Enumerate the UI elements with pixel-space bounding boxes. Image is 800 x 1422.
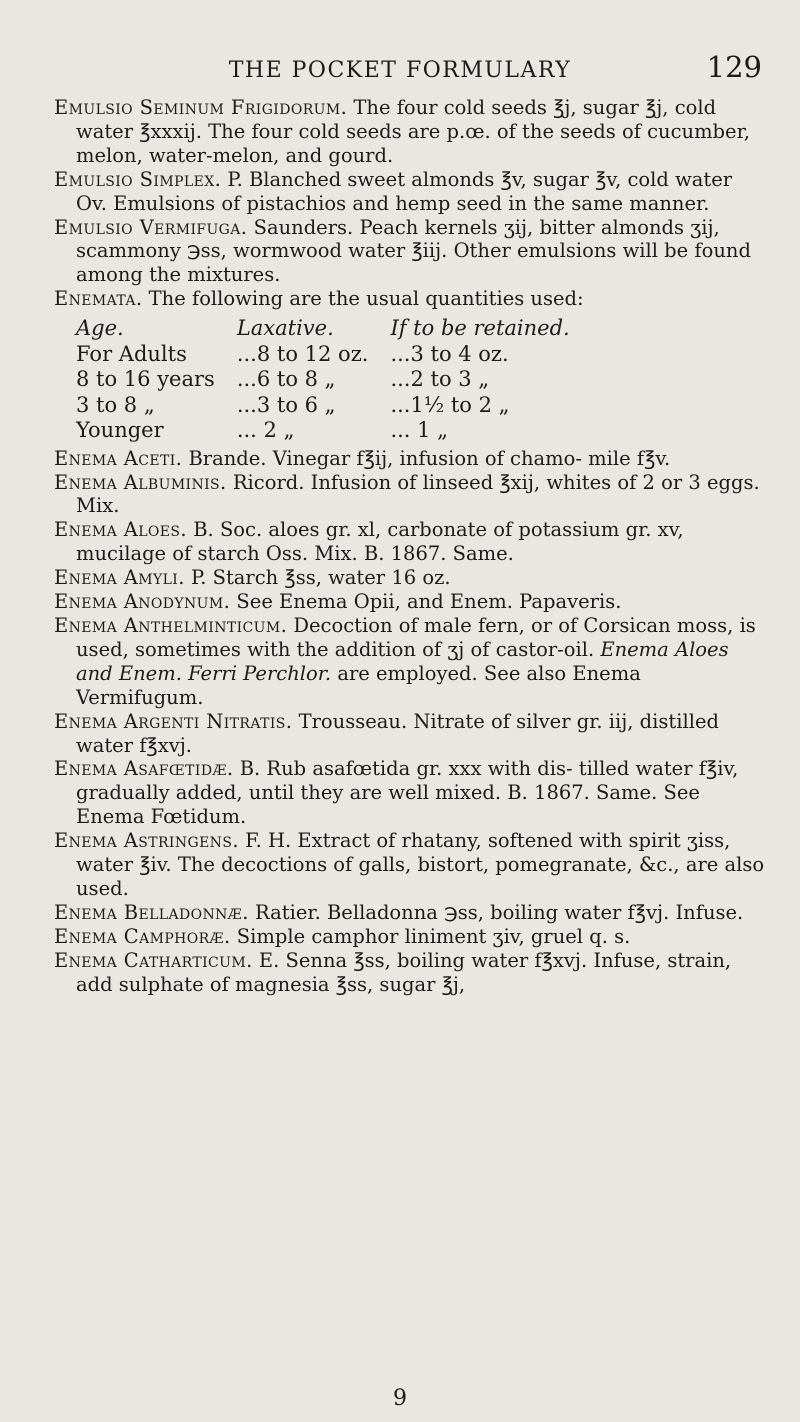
enema-quantities-table	[76, 316, 592, 444]
page-body	[54, 96, 766, 997]
running-title: THE POCKET FORMULARY	[228, 58, 572, 83]
entry-heading: Emulsio Simplex.	[54, 167, 222, 191]
column-header: If to be retained.	[390, 316, 570, 341]
entry-heading: Enemata.	[54, 287, 143, 311]
table-header-row	[76, 316, 592, 342]
entry	[54, 590, 766, 614]
entry-text: See Enema Opii, and Enem. Papaveris.	[236, 590, 622, 614]
entry-text: B. Soc. aloes gr. xl, carbonate of potassium gr. xv, mucilage of starch Oss. Mix. B. 1867. Same.	[76, 518, 684, 566]
table-cell: ...1½ to 2 „	[390, 392, 510, 417]
entry-heading: Enema Camphoræ.	[54, 924, 231, 948]
column-header: Age.	[76, 316, 124, 341]
entry-heading: Enema Catharticum.	[54, 948, 253, 972]
table-cell: Younger	[76, 418, 164, 443]
table-cell: ...6 to 8 „	[236, 367, 336, 392]
entry-heading: Enema Asafœtidæ.	[54, 757, 234, 781]
entry	[54, 566, 766, 590]
entry	[54, 216, 766, 288]
table-row	[76, 342, 592, 368]
table-cell: ...3 to 4 oz.	[390, 341, 509, 366]
entry-heading: Enema Astringens.	[54, 829, 239, 853]
entry-heading: Enema Anthelminticum.	[54, 614, 288, 637]
entry-heading: Enema Belladonnæ.	[54, 900, 249, 924]
entry-heading: Emulsio Vermifuga.	[54, 215, 248, 239]
entry	[54, 901, 766, 925]
entry	[54, 757, 766, 829]
entry	[54, 518, 766, 566]
entry-heading: Emulsio Seminum Frigidorum.	[54, 96, 348, 119]
entry-text: Saunders. Peach kernels ʒij, bitter almonds ʒij, scammony ℈ss, wormwood water ℥iij. Other emulsions will be found among the mixtures.	[76, 215, 751, 287]
table-row	[76, 367, 592, 393]
table-cell: 3 to 8 „	[76, 392, 155, 417]
table-row	[76, 418, 592, 444]
entry-text: Decoction of male fern, or of Corsican moss, is used, sometimes with the addition of ʒj of castor-oil.	[76, 614, 756, 661]
entry-text: B. Rub asafœtida gr. xxx with dis- tilled water f℥iv, gradually added, until they are well mixed. B. 1867. Same. See Enema Fœtidum.	[76, 757, 739, 829]
entry	[54, 168, 766, 216]
entry	[54, 829, 766, 901]
table-cell: 8 to 16 years	[76, 367, 215, 392]
signature-mark: 9	[393, 1386, 407, 1411]
entry	[54, 471, 766, 519]
table-cell: ...3 to 6 „	[236, 392, 336, 417]
entry-heading: Enema Aceti.	[54, 446, 183, 470]
table-cell: ...2 to 3 „	[390, 367, 490, 392]
entry-heading: Enema Aloes.	[54, 518, 188, 542]
entry-italic-text: Enema Aloes and Enem. Ferri Perchlor.	[76, 637, 729, 685]
entry	[54, 287, 766, 311]
entry-text: The four cold seeds ℥j, sugar ℥j, cold water ℥xxxij. The four cold seeds are p.œ. of the seeds of cucumber, melon, water-melon, and gourd.	[76, 96, 750, 167]
entry	[54, 96, 766, 168]
entry-text: F. H. Extract of rhatany, softened with spirit ʒiss, water ℥iv. The decoctions of galls, bistort, pomegranate, &c., are also used.	[76, 829, 765, 900]
entry	[54, 447, 766, 471]
table-cell: For Adults	[76, 341, 187, 366]
entry-heading: Enema Albuminis.	[54, 470, 227, 494]
entry	[54, 925, 766, 949]
entry	[54, 614, 766, 710]
entry-text: P. Blanched sweet almonds ℥v, sugar ℥v, cold water Ov. Emulsions of pistachios and hemp seed in the same manner.	[76, 167, 733, 215]
table-cell: ... 2 „	[236, 418, 295, 443]
entry-heading: Enema Anodynum.	[54, 590, 231, 614]
entry	[54, 710, 766, 758]
entry-text: E. Senna ℥ss, boiling water f℥xvj. Infuse, strain, add sulphate of magnesia ℥ss, sugar ℥j,	[76, 948, 732, 996]
entry-text: Ratier. Belladonna ℈ss, boiling water f℥vj. Infuse.	[255, 900, 744, 924]
entry-text: Ricord. Infusion of linseed ℥xij, whites of 2 or 3 eggs. Mix.	[76, 470, 760, 518]
entry	[54, 949, 766, 997]
entry-text: The following are the usual quantities used:	[148, 287, 584, 311]
column-header: Laxative.	[236, 316, 334, 341]
entry-text: Simple camphor liniment ʒiv, gruel q. s.	[236, 924, 631, 948]
page-number: 129	[706, 50, 762, 84]
entry-heading: Enema Amyli.	[54, 566, 185, 590]
entry-text: P. Starch ℥ss, water 16 oz.	[191, 566, 451, 590]
table-cell: ... 1 „	[390, 418, 449, 443]
entry-text: Trousseau. Nitrate of silver gr. iij, distilled water f℥xvj.	[76, 709, 719, 757]
table-cell: ...8 to 12 oz.	[236, 341, 369, 366]
entry-text: are employed. See also Enema Vermifugum.	[76, 661, 641, 709]
entry-heading: Enema Argenti Nitratis.	[54, 709, 293, 733]
table-row	[76, 393, 592, 419]
entry-text: Brande. Vinegar f℥ij, infusion of chamo- mile f℥v.	[188, 446, 671, 470]
